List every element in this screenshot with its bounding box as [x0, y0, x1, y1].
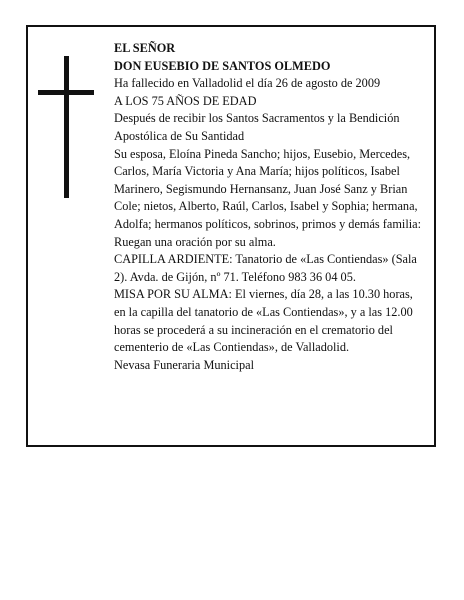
- funeral-home: Nevasa Funeraria Municipal: [114, 357, 254, 372]
- family-list: Su esposa, Eloína Pineda Sancho; hijos, Eusebio, Mercedes, Carlos, María Victoria y Ana María; hijos políticos, Isabel Marinero, Segismundo Hernansanz, Juan José Sanz y Brian Cole; nietos, Alberto, Raúl, Carlos, Isabel y Sophia; hermana, Adolfa; hermanos políticos, sobrinos, primos y demás familia:: [114, 146, 422, 231]
- cross-icon: [38, 56, 94, 198]
- notice-text: [114, 40, 426, 374]
- notice-title-line: EL SEÑOR: [114, 41, 176, 55]
- deceased-name: DON EUSEBIO DE SANTOS OLMEDO: [114, 58, 331, 73]
- age-line: A LOS 75 AÑOS DE EDAD: [114, 93, 257, 108]
- death-info: Ha fallecido en Valladolid el día 26 de agosto de 2009: [114, 76, 381, 91]
- obituary-notice: [26, 25, 436, 447]
- chapel-info: CAPILLA ARDIENTE: Tanatorio de «Las Contiendas» (Sala 2). Avda. de Gijón, nº 71. Teléfono 983 36 04 05.: [114, 252, 417, 284]
- sacraments-text: Después de recibir los Santos Sacramentos y la Bendición Apostólica de Su Santidad: [114, 111, 400, 143]
- prayer-request: Ruegan una oración por su alma.: [114, 234, 276, 249]
- cross-vertical-bar: [64, 56, 69, 198]
- cross-horizontal-bar: [38, 90, 94, 95]
- mass-info: MISA POR SU ALMA: El viernes, día 28, a las 10.30 horas, en la capilla del tanatorio de «Las Contiendas», y a las 12.00 horas se procederá a su incineración en el crematorio del cementerio de «Las Contiendas», de Valladolid.: [114, 287, 413, 355]
